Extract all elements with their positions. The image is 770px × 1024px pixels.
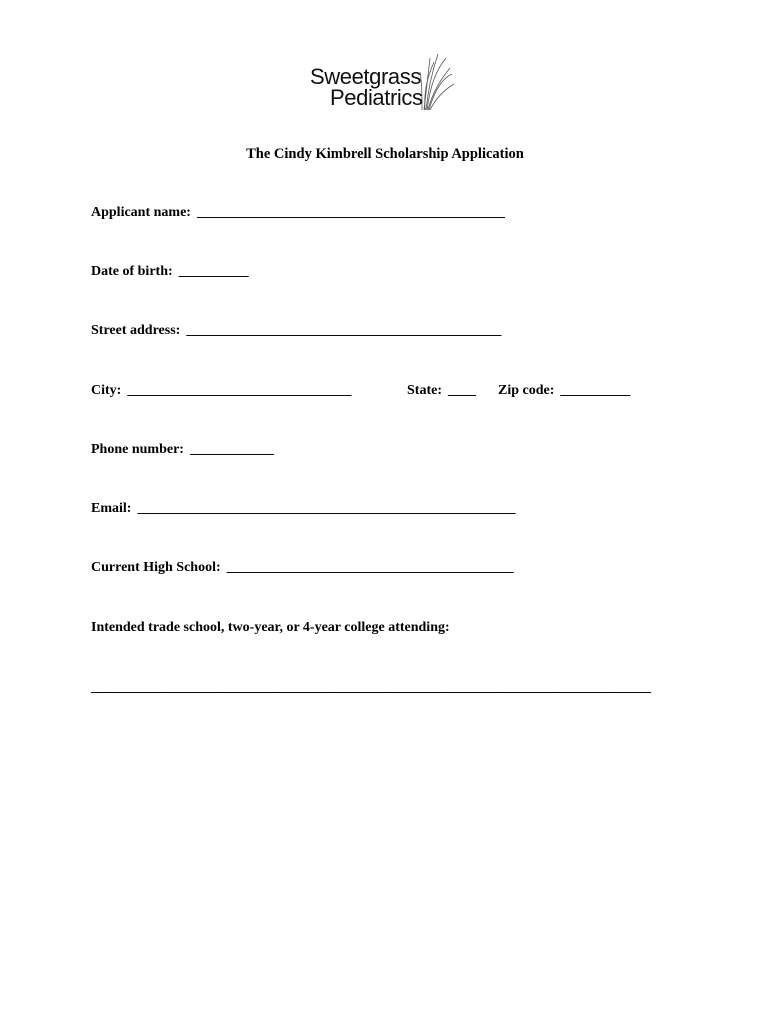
street-address-blank[interactable]: _____________________________________________ (186, 323, 502, 338)
city-label: City: (91, 383, 122, 398)
applicant-name-field (91, 205, 505, 221)
phone-number-field (91, 442, 274, 458)
city-field (91, 383, 351, 399)
current-high-school-blank[interactable]: _________________________________________ (226, 560, 514, 575)
city-blank[interactable]: ________________________________ (127, 383, 352, 398)
current-high-school-label: Current High School: (91, 560, 221, 575)
date-of-birth-field (91, 264, 249, 280)
applicant-name-label: Applicant name: (91, 205, 191, 220)
zip-code-blank[interactable]: __________ (560, 383, 631, 398)
state-blank[interactable]: ____ (448, 383, 476, 398)
logo-line-1: Sweetgrass (310, 64, 421, 89)
applicant-name-blank[interactable]: ____________________________________________ (196, 205, 505, 220)
logo-line-2: Pediatrics (330, 85, 423, 110)
phone-number-label: Phone number: (91, 442, 184, 457)
intended-school-label: Intended trade school, two-year, or 4-year college attending: (91, 620, 450, 635)
intended-school-line-field (91, 680, 651, 696)
phone-number-blank[interactable]: ____________ (189, 442, 274, 457)
email-label: Email: (91, 501, 132, 516)
zip-code-field (498, 383, 630, 399)
street-address-label: Street address: (91, 323, 181, 338)
street-address-field (91, 323, 501, 339)
sweetgrass-pediatrics-logo (308, 50, 458, 114)
email-blank[interactable]: ______________________________________________________ (137, 501, 516, 516)
current-high-school-field (91, 560, 514, 576)
state-label: State: (407, 383, 442, 398)
email-field (91, 501, 515, 517)
date-of-birth-label: Date of birth: (91, 264, 173, 279)
intended-school-blank[interactable]: ________________________________________________________________________________ (91, 680, 651, 695)
zip-code-label: Zip code: (498, 383, 555, 398)
state-field (407, 383, 476, 399)
page-title: The Cindy Kimbrell Scholarship Application (246, 146, 524, 162)
date-of-birth-blank[interactable]: __________ (178, 264, 249, 279)
intended-school-field (91, 620, 450, 636)
